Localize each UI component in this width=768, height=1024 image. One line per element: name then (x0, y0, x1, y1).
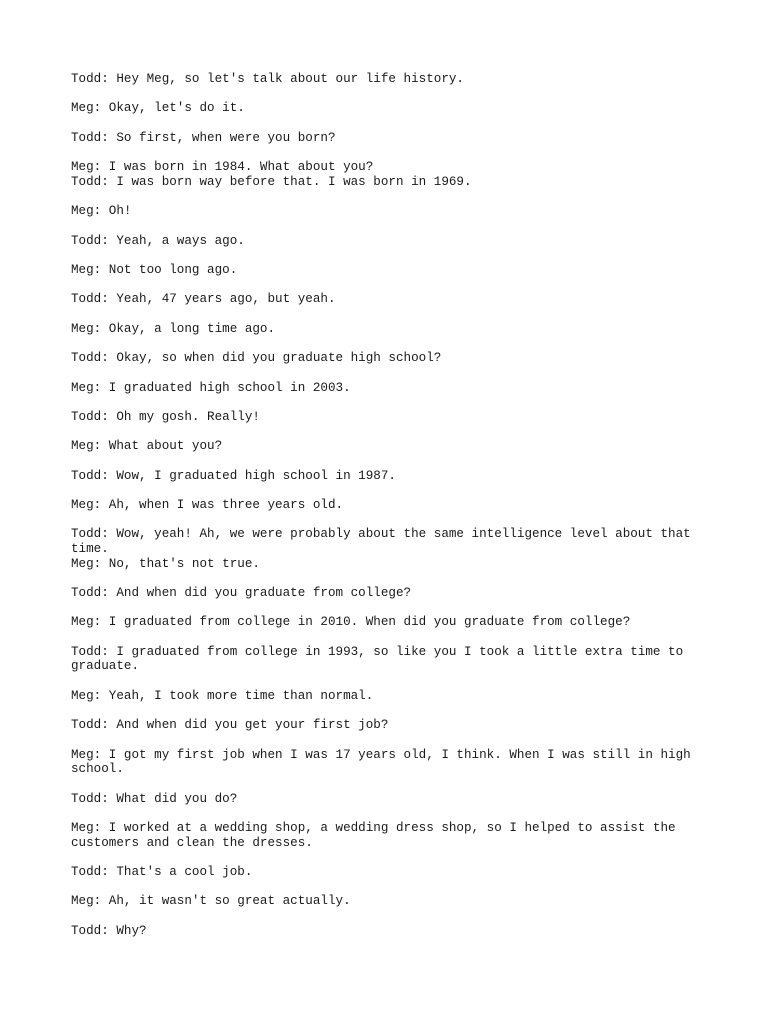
dialogue-line: Meg: Oh! (71, 204, 132, 219)
dialogue-line: Meg: Yeah, I took more time than normal. (71, 688, 374, 703)
dialogue-line: Todd: And when did you get your first job? (71, 718, 389, 733)
dialogue-line: Meg: Ah, it wasn't so great actually. (71, 894, 351, 909)
dialogue-line: Todd: Oh my gosh. Really! (71, 409, 260, 424)
dialogue-line: Todd: Hey Meg, so let's talk about our life history. (71, 72, 464, 86)
dialogue-line: Meg: No, that's not true. (71, 556, 260, 571)
dialogue-line: Todd: Okay, so when did you graduate high school? (71, 351, 442, 366)
dialogue-line: Todd: Why? (71, 923, 147, 938)
dialogue-line: Meg: Okay, a long time ago. (71, 321, 276, 336)
dialogue-line: Todd: I graduated from college in 1993, so like you I took a little extra time to graduate. (71, 644, 691, 674)
dialogue-line: Meg: Ah, when I was three years old. (71, 498, 344, 513)
dialogue-line: Meg: Okay, let's do it. (71, 101, 245, 116)
dialogue-line: Meg: Not too long ago. (71, 262, 238, 277)
dialogue-line: Todd: Yeah, 47 years ago, but yeah. (71, 292, 336, 307)
transcript-page (71, 72, 711, 938)
dialogue-line: Todd: What did you do? (71, 791, 238, 806)
dialogue-line: Meg: What about you? (71, 439, 223, 454)
dialogue-line: Meg: I worked at a wedding shop, a wedding dress shop, so I helped to assist the customers and clean the dresses. (71, 820, 684, 850)
dialogue-line: Meg: I graduated high school in 2003. (71, 380, 351, 395)
dialogue-line: Todd: And when did you graduate from college? (71, 586, 412, 601)
dialogue-line: Meg: I got my first job when I was 17 years old, I think. When I was still in high school. (71, 747, 699, 777)
dialogue-line: Todd: That's a cool job. (71, 864, 253, 879)
dialogue-line: Todd: Wow, I graduated high school in 1987. (71, 468, 396, 483)
dialogue-line: Meg: I was born in 1984. What about you? (71, 160, 374, 175)
dialogue-line: Todd: Wow, yeah! Ah, we were probably about the same intelligence level about that time. (71, 527, 699, 557)
dialogue-line: Todd: Yeah, a ways ago. (71, 233, 245, 248)
dialogue-line: Todd: So first, when were you born? (71, 130, 336, 145)
dialogue-line: Meg: I graduated from college in 2010. When did you graduate from college? (71, 615, 631, 630)
dialogue-line: Todd: I was born way before that. I was born in 1969. (71, 174, 472, 189)
